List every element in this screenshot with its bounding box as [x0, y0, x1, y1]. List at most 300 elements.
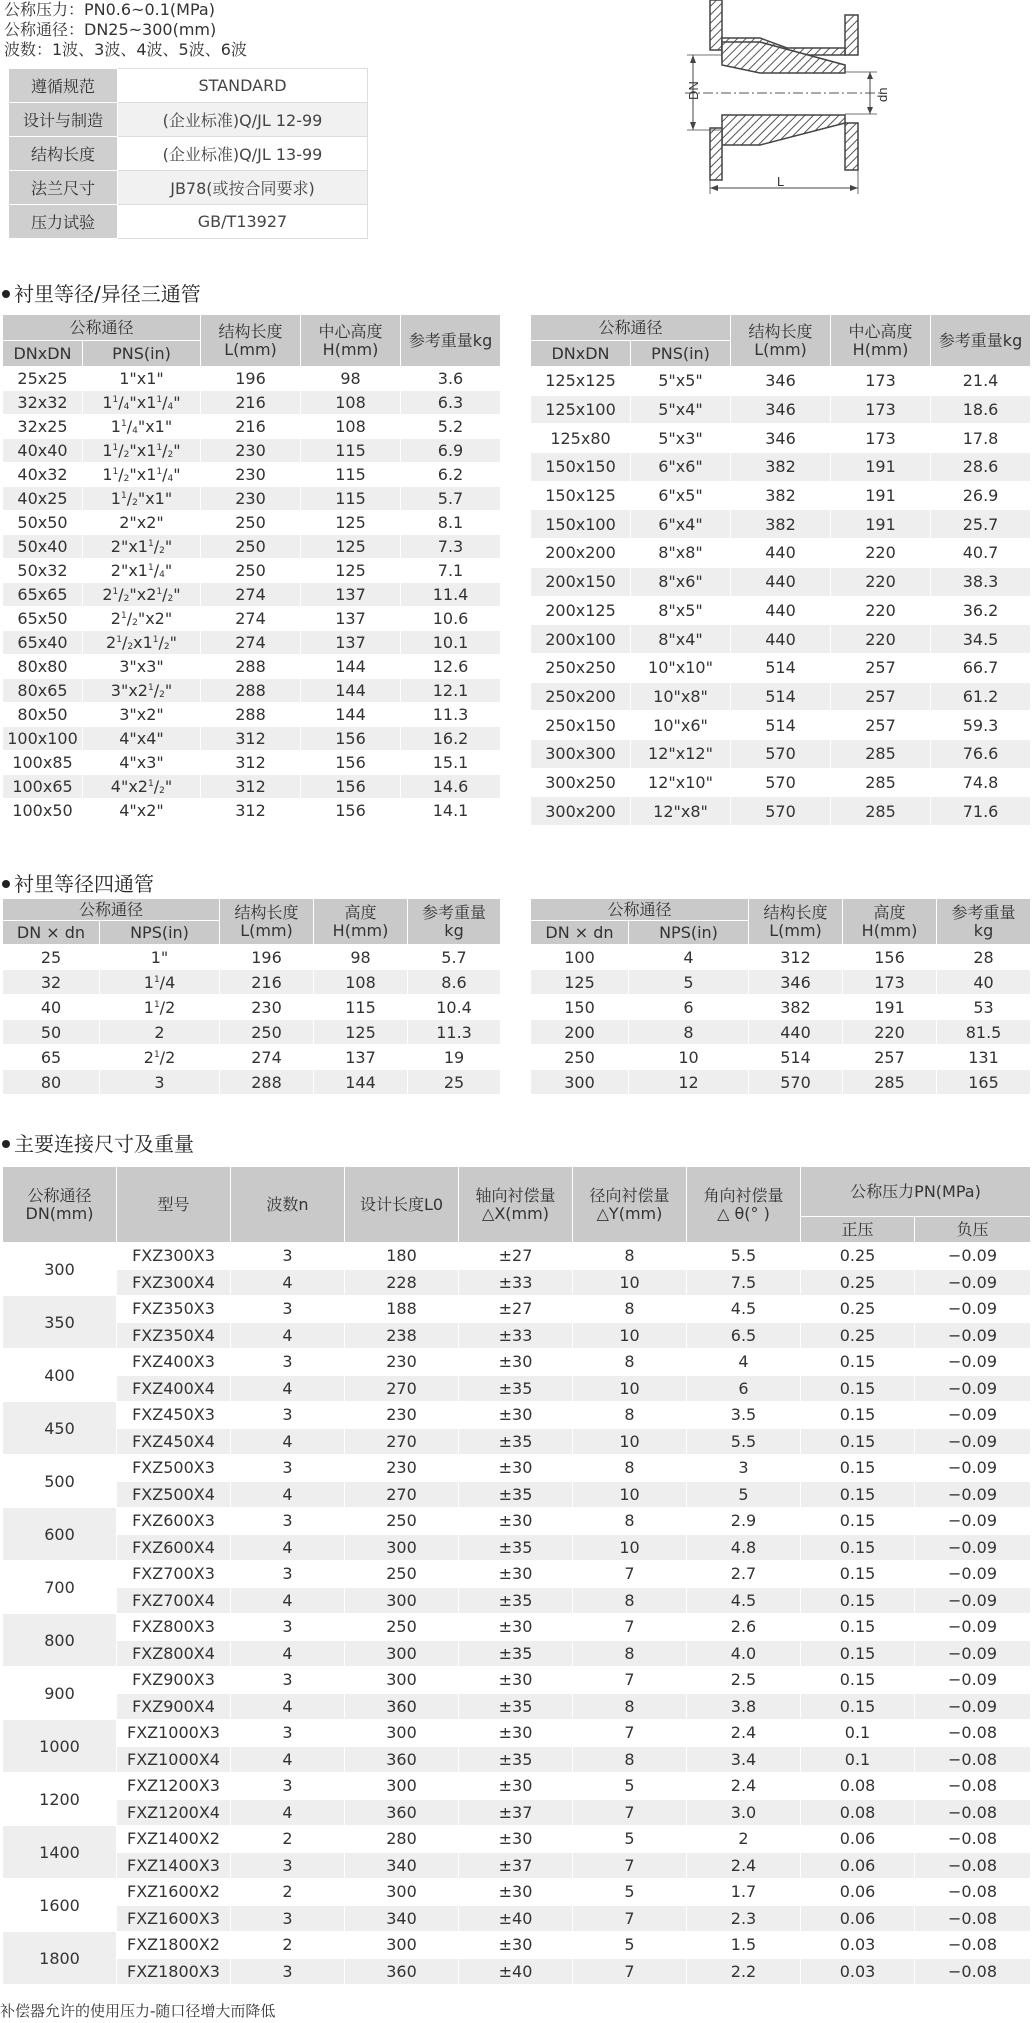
table-cell: 312 — [749, 945, 843, 970]
table-cell: 17.8 — [931, 424, 1031, 453]
table-cell: 144 — [301, 679, 401, 703]
table-cell: 11.3 — [401, 703, 501, 727]
table-cell: 26.9 — [931, 481, 1031, 510]
table-cell: $2^1/_2"x2$" — [83, 607, 201, 631]
table-cell: 108 — [314, 970, 408, 995]
table-cell: 382 — [731, 510, 831, 539]
table-cell: 25x25 — [3, 367, 83, 391]
table-cell: 346 — [731, 367, 831, 396]
table-cell: 0.15 — [801, 1508, 915, 1535]
table-cell: −0.09 — [915, 1667, 1031, 1694]
table-cell: 440 — [731, 596, 831, 625]
table-cell: FXZ400X3 — [117, 1349, 231, 1376]
table-cell: 137 — [301, 607, 401, 631]
table-cell: 220 — [831, 625, 931, 654]
tee-head-length: 结构长度 L(mm) — [201, 315, 301, 367]
table-row — [531, 453, 1031, 482]
table-cell: FXZ1000X4 — [117, 1746, 231, 1773]
table-cell: 440 — [749, 1020, 843, 1045]
table-cell: −0.09 — [915, 1561, 1031, 1588]
table-cell: FXZ600X3 — [117, 1508, 231, 1535]
table-row — [3, 1428, 1031, 1455]
table-cell: 0.15 — [801, 1587, 915, 1614]
table-cell: $4"x2^1/_2$" — [83, 775, 201, 799]
table-cell: 32x32 — [3, 391, 83, 415]
table-cell: 0.15 — [801, 1667, 915, 1694]
table-cell: −0.09 — [915, 1349, 1031, 1376]
main-head-waves: 波数n — [231, 1167, 345, 1243]
table-row — [3, 1852, 1031, 1879]
table-cell: 230 — [345, 1402, 459, 1429]
table-row — [531, 481, 1031, 510]
table-cell: 32 — [3, 970, 100, 995]
table-cell: 40.7 — [931, 539, 1031, 568]
table-cell: 3 — [231, 1773, 345, 1800]
table-row — [3, 679, 501, 703]
table-cell: ±30 — [459, 1720, 573, 1747]
table-cell: −0.08 — [915, 1826, 1031, 1853]
table-cell: 8"x4" — [631, 625, 731, 654]
table-cell: 10 — [573, 1375, 687, 1402]
table-row — [3, 1905, 1031, 1932]
table-cell: −0.09 — [915, 1269, 1031, 1296]
table-cell: 10 — [573, 1269, 687, 1296]
table-cell: 250 — [220, 1020, 314, 1045]
table-cell: 50x50 — [3, 511, 83, 535]
table-cell: 4 — [231, 1269, 345, 1296]
dn-cell: 900 — [3, 1667, 117, 1720]
table-cell: ±30 — [459, 1667, 573, 1694]
table-cell: 98 — [314, 945, 408, 970]
table-cell: 6"x4" — [631, 510, 731, 539]
table-row — [531, 653, 1031, 682]
table-row — [3, 1587, 1031, 1614]
spec-value: STANDARD — [118, 69, 368, 103]
table-cell: 250x250 — [531, 653, 631, 682]
table-cell: 173 — [831, 367, 931, 396]
table-cell: 0.15 — [801, 1561, 915, 1588]
table-cell: 8 — [573, 1508, 687, 1535]
table-cell: 0.15 — [801, 1481, 915, 1508]
table-cell: 300 — [345, 1534, 459, 1561]
table-cell: 40x32 — [3, 463, 83, 487]
table-cell: 2.7 — [687, 1561, 801, 1588]
table-cell: −0.09 — [915, 1508, 1031, 1535]
table-cell: 570 — [731, 739, 831, 768]
table-cell: 80 — [3, 1070, 100, 1095]
table-cell: ±35 — [459, 1481, 573, 1508]
table-cell: 2 — [687, 1826, 801, 1853]
table-cell: 100x50 — [3, 799, 83, 823]
table-cell: 125x100 — [531, 395, 631, 424]
table-cell: 300 — [345, 1932, 459, 1959]
table-cell: 360 — [345, 1693, 459, 1720]
table-row — [3, 1693, 1031, 1720]
table-row — [3, 1640, 1031, 1667]
table-cell: 4 — [231, 1481, 345, 1508]
table-row — [3, 1746, 1031, 1773]
table-cell: 200 — [531, 1020, 629, 1045]
table-cell: 10.1 — [401, 631, 501, 655]
table-cell: 1"x1" — [83, 367, 201, 391]
table-cell: 5.5 — [687, 1243, 801, 1270]
table-cell: 300 — [345, 1587, 459, 1614]
table-cell: 8.6 — [408, 970, 501, 995]
table-row — [531, 682, 1031, 711]
table-cell: 3.8 — [687, 1693, 801, 1720]
table-cell: 382 — [731, 481, 831, 510]
cross-head-dn-r: DN × dn — [531, 921, 629, 945]
cross-head-group-r: 公称通径 — [531, 899, 749, 921]
table-cell: 3.4 — [687, 1746, 801, 1773]
tee-head-weight: 参考重量kg — [401, 315, 501, 367]
table-cell: 285 — [831, 768, 931, 797]
table-cell: 50x32 — [3, 559, 83, 583]
table-cell: 0.25 — [801, 1243, 915, 1270]
table-cell: 53 — [937, 995, 1031, 1020]
table-cell: 2 — [100, 1020, 220, 1045]
dn-cell: 1800 — [3, 1932, 117, 1985]
table-cell: 4.0 — [687, 1640, 801, 1667]
table-row — [3, 511, 501, 535]
table-cell: 3 — [231, 1852, 345, 1879]
table-cell: ±30 — [459, 1402, 573, 1429]
table-cell: 0.15 — [801, 1349, 915, 1376]
table-cell: 0.15 — [801, 1455, 915, 1482]
table-row — [3, 1826, 1031, 1853]
cross-head-dn: DN × dn — [3, 921, 100, 945]
small-dn-label: dn — [875, 87, 890, 102]
table-cell: −0.08 — [915, 1799, 1031, 1826]
table-cell: 10"x6" — [631, 711, 731, 740]
waves-line: 波数：1波、3波、4波、5波、6波 — [4, 40, 247, 59]
table-cell: ±35 — [459, 1428, 573, 1455]
table-cell: 220 — [831, 596, 931, 625]
table-cell: 7 — [573, 1958, 687, 1985]
table-cell: 2.2 — [687, 1958, 801, 1985]
table-cell: 8 — [573, 1640, 687, 1667]
table-cell: 7.1 — [401, 559, 501, 583]
table-row — [3, 1534, 1031, 1561]
table-cell: 125 — [301, 559, 401, 583]
table-row — [3, 1720, 1031, 1747]
table-cell: ±30 — [459, 1826, 573, 1853]
table-cell: 6.5 — [687, 1322, 801, 1349]
table-row — [531, 510, 1031, 539]
table-cell: 3 — [231, 1720, 345, 1747]
table-cell: 346 — [731, 424, 831, 453]
table-cell: 2.9 — [687, 1508, 801, 1535]
table-cell: ±30 — [459, 1932, 573, 1959]
table-cell: 216 — [201, 391, 301, 415]
table-cell: 3 — [231, 1508, 345, 1535]
table-cell: 5"x4" — [631, 395, 731, 424]
table-cell: 156 — [301, 799, 401, 823]
table-row — [3, 775, 501, 799]
table-cell: 156 — [843, 945, 937, 970]
table-cell: 7 — [573, 1905, 687, 1932]
table-cell: 312 — [201, 727, 301, 751]
table-cell: 4"x4" — [83, 727, 201, 751]
table-cell: 200x200 — [531, 539, 631, 568]
tee-section-title: 衬里等径/异径三通管 — [2, 278, 201, 307]
table-cell: 74.8 — [931, 768, 1031, 797]
table-row — [3, 1799, 1031, 1826]
spec-key: 法兰尺寸 — [9, 171, 118, 205]
table-cell: 2.3 — [687, 1905, 801, 1932]
table-cell: 4 — [231, 1746, 345, 1773]
tee-head-dn: DNxDN — [3, 341, 83, 367]
table-cell: 382 — [731, 453, 831, 482]
table-cell: 3 — [231, 1402, 345, 1429]
table-row — [531, 945, 1031, 970]
table-cell: 5.7 — [401, 487, 501, 511]
table-cell: 274 — [201, 607, 301, 631]
table-cell: 5.7 — [408, 945, 501, 970]
table-row — [531, 970, 1031, 995]
table-cell: 5 — [573, 1826, 687, 1853]
table-cell: 150x150 — [531, 453, 631, 482]
table-cell: 2 — [231, 1932, 345, 1959]
table-cell: 6 — [687, 1375, 801, 1402]
table-cell: 2 — [231, 1826, 345, 1853]
table-cell: 3"x2" — [83, 703, 201, 727]
table-cell: 28 — [937, 945, 1031, 970]
table-cell: 8"x6" — [631, 567, 731, 596]
table-cell: 80x80 — [3, 655, 83, 679]
table-cell: 40x25 — [3, 487, 83, 511]
table-row — [531, 1020, 1031, 1045]
table-cell: 71.6 — [931, 797, 1031, 826]
table-cell: 0.06 — [801, 1826, 915, 1853]
spec-value: (企业标准)Q/JL 13-99 — [118, 137, 368, 171]
table-cell: FXZ600X4 — [117, 1534, 231, 1561]
table-cell: 2.5 — [687, 1667, 801, 1694]
table-cell: ±37 — [459, 1799, 573, 1826]
spec-key: 压力试验 — [9, 205, 118, 239]
table-cell: 4"x3" — [83, 751, 201, 775]
cross-head-group: 公称通径 — [3, 899, 220, 921]
table-cell: 230 — [201, 463, 301, 487]
table-cell: 0.08 — [801, 1773, 915, 1800]
table-cell: 125 — [301, 535, 401, 559]
main-section-title: 主要连接尺寸及重量 — [2, 1128, 194, 1157]
table-cell: 65x40 — [3, 631, 83, 655]
table-cell: 300x200 — [531, 797, 631, 826]
table-cell: 270 — [345, 1375, 459, 1402]
table-row — [3, 1958, 1031, 1985]
tee-head-group: 公称通径 — [3, 315, 201, 341]
table-cell: 285 — [831, 739, 931, 768]
table-row — [3, 1481, 1031, 1508]
table-cell: ±35 — [459, 1375, 573, 1402]
table-cell: 250 — [201, 511, 301, 535]
table-cell: 250 — [345, 1614, 459, 1641]
table-cell: 5.5 — [687, 1428, 801, 1455]
table-cell: 514 — [731, 711, 831, 740]
table-cell: FXZ900X4 — [117, 1693, 231, 1720]
table-cell: 115 — [314, 995, 408, 1020]
table-cell: 137 — [301, 583, 401, 607]
table-cell: 8"x8" — [631, 539, 731, 568]
table-row — [3, 1243, 1031, 1270]
table-cell: 40 — [937, 970, 1031, 995]
table-row — [3, 995, 501, 1020]
table-cell: 7 — [573, 1720, 687, 1747]
table-cell: 11.3 — [408, 1020, 501, 1045]
table-row — [531, 596, 1031, 625]
table-cell: ±30 — [459, 1455, 573, 1482]
table-cell: 40 — [3, 995, 100, 1020]
table-row — [531, 395, 1031, 424]
table-cell: 5 — [573, 1879, 687, 1906]
table-cell: 144 — [301, 703, 401, 727]
table-cell: 200x100 — [531, 625, 631, 654]
table-cell: 0.03 — [801, 1932, 915, 1959]
table-row — [3, 1773, 1031, 1800]
table-cell: 7.3 — [401, 535, 501, 559]
table-cell: 0.15 — [801, 1640, 915, 1667]
table-cell: 4 — [629, 945, 749, 970]
table-cell: 300x300 — [531, 739, 631, 768]
tee-head-height-r: 中心高度 H(mm) — [831, 315, 931, 367]
table-cell: 196 — [220, 945, 314, 970]
table-cell: 3 — [231, 1905, 345, 1932]
table-cell: 188 — [345, 1296, 459, 1323]
table-cell: 3 — [231, 1349, 345, 1376]
table-cell: 0.15 — [801, 1534, 915, 1561]
main-head-angular: 角向衬偿量 △ θ(° ) — [687, 1167, 801, 1243]
table-row — [3, 970, 501, 995]
main-head-radial: 径向衬偿量 △Y(mm) — [573, 1167, 687, 1243]
table-cell: 100x100 — [3, 727, 83, 751]
table-cell: FXZ800X4 — [117, 1640, 231, 1667]
table-cell: $2^1/_2x1^1/_2$" — [83, 631, 201, 655]
table-cell: 50 — [3, 1020, 100, 1045]
table-cell: 2.4 — [687, 1852, 801, 1879]
spec-key: 结构长度 — [9, 137, 118, 171]
table-cell: 173 — [843, 970, 937, 995]
table-cell: 300 — [345, 1667, 459, 1694]
table-cell: 115 — [301, 463, 401, 487]
table-row — [531, 739, 1031, 768]
table-cell: 4"x2" — [83, 799, 201, 823]
cross-head-weight-r: 参考重量 kg — [937, 899, 1031, 945]
spec-row — [9, 171, 368, 205]
table-cell: 12 — [629, 1070, 749, 1095]
table-cell: 8 — [573, 1243, 687, 1270]
table-cell: ±35 — [459, 1534, 573, 1561]
table-row — [3, 727, 501, 751]
table-row — [531, 768, 1031, 797]
table-cell: 2"x2" — [83, 511, 201, 535]
table-cell: 10"x8" — [631, 682, 731, 711]
spec-table — [8, 68, 368, 239]
table-cell: 5 — [573, 1773, 687, 1800]
table-cell: 3 — [687, 1455, 801, 1482]
spec-key: 设计与制造 — [9, 103, 118, 137]
table-cell: 34.5 — [931, 625, 1031, 654]
spec-key: 遵循规范 — [9, 69, 118, 103]
table-cell: 150x100 — [531, 510, 631, 539]
table-cell: 346 — [731, 395, 831, 424]
cross-head-length-r: 结构长度 L(mm) — [749, 899, 843, 945]
table-cell: −0.08 — [915, 1932, 1031, 1959]
table-cell: FXZ1800X2 — [117, 1932, 231, 1959]
tee-head-weight-r: 参考重量kg — [931, 315, 1031, 367]
table-cell: 7.5 — [687, 1269, 801, 1296]
table-row — [531, 367, 1031, 396]
dn-cell: 800 — [3, 1614, 117, 1667]
tee-head-pns-r: PNS(in) — [631, 341, 731, 367]
bore-line: 公称通径：DN25~300(mm) — [4, 20, 217, 39]
table-cell: 14.6 — [401, 775, 501, 799]
table-cell: FXZ300X4 — [117, 1269, 231, 1296]
table-cell: $1^1/_2"x1^1/_4$" — [83, 463, 201, 487]
table-cell: 80x50 — [3, 703, 83, 727]
table-cell: ±30 — [459, 1614, 573, 1641]
cross-table-left — [2, 898, 501, 1095]
table-row — [531, 711, 1031, 740]
table-cell: 440 — [731, 567, 831, 596]
table-cell: 12"x10" — [631, 768, 731, 797]
table-cell: −0.08 — [915, 1852, 1031, 1879]
table-cell: 2.4 — [687, 1720, 801, 1747]
table-cell: −0.09 — [915, 1428, 1031, 1455]
table-cell: 300x250 — [531, 768, 631, 797]
table-cell: 108 — [301, 415, 401, 439]
table-cell: 5"x5" — [631, 367, 731, 396]
table-cell: FXZ1200X3 — [117, 1773, 231, 1800]
bullet-icon — [2, 290, 10, 298]
table-cell: 2.4 — [687, 1773, 801, 1800]
table-cell: 18.6 — [931, 395, 1031, 424]
table-cell: 8 — [573, 1455, 687, 1482]
table-cell: 570 — [749, 1070, 843, 1095]
table-cell: 156 — [301, 775, 401, 799]
cross-table-right — [530, 898, 1031, 1095]
table-cell: 3.6 — [401, 367, 501, 391]
table-cell: $1^1/_2"x1^1/_2$" — [83, 439, 201, 463]
table-cell: 21.4 — [931, 367, 1031, 396]
table-cell: 156 — [301, 751, 401, 775]
table-cell: 346 — [749, 970, 843, 995]
table-cell: −0.09 — [915, 1296, 1031, 1323]
table-cell: 100x65 — [3, 775, 83, 799]
table-cell: 2.6 — [687, 1614, 801, 1641]
table-cell: 191 — [831, 510, 931, 539]
table-cell: 1.5 — [687, 1932, 801, 1959]
cross-head-height-r: 高度 H(mm) — [843, 899, 937, 945]
table-cell: 4 — [231, 1534, 345, 1561]
table-cell: 191 — [831, 481, 931, 510]
table-row — [3, 945, 501, 970]
table-cell: 6.2 — [401, 463, 501, 487]
table-cell: 200x125 — [531, 596, 631, 625]
bullet-icon — [2, 880, 10, 888]
cross-head-weight: 参考重量 kg — [408, 899, 501, 945]
table-cell: 4 — [231, 1640, 345, 1667]
table-cell: 0.25 — [801, 1322, 915, 1349]
table-cell: 570 — [731, 797, 831, 826]
table-cell: 191 — [843, 995, 937, 1020]
table-cell: 8 — [573, 1746, 687, 1773]
table-cell: 8 — [573, 1296, 687, 1323]
table-cell: 6"x5" — [631, 481, 731, 510]
table-cell: 65 — [3, 1045, 100, 1070]
table-cell: 4 — [231, 1799, 345, 1826]
table-cell: 250 — [201, 535, 301, 559]
